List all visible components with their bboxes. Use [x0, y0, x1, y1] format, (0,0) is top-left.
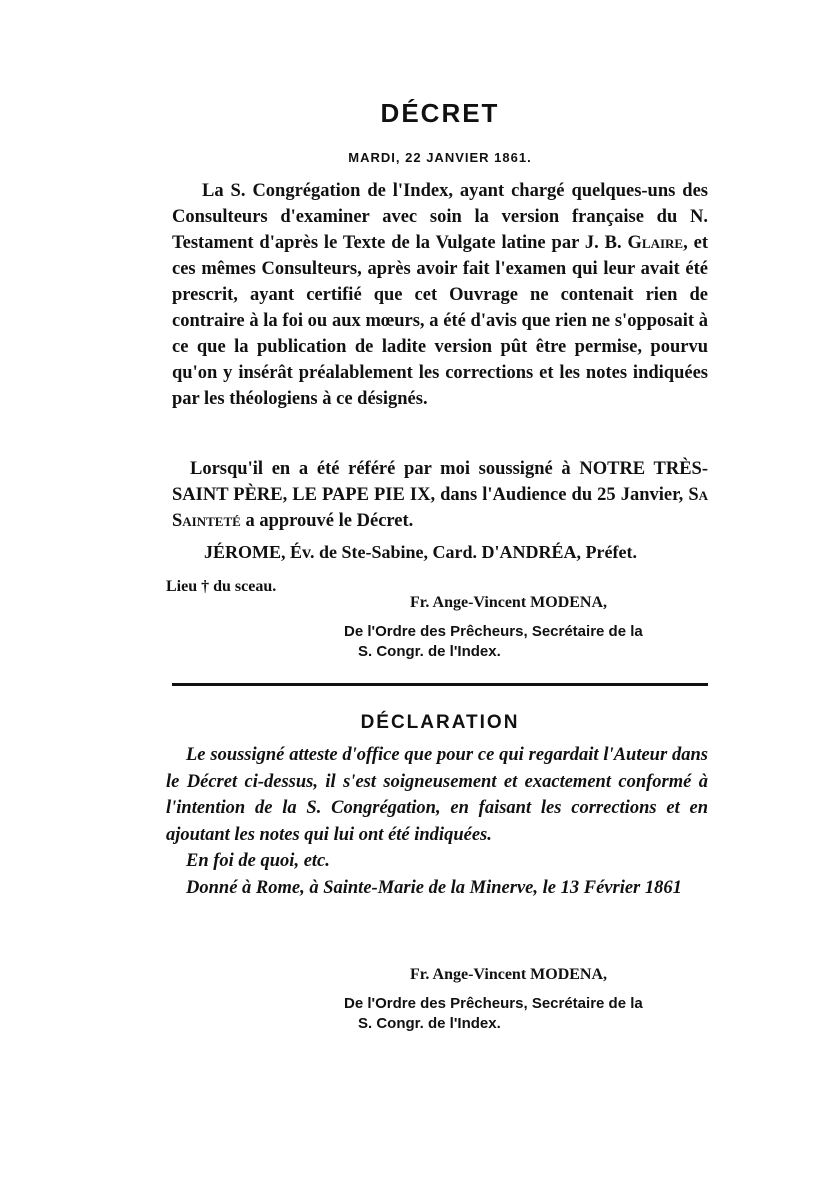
prefect-signature: JÉROME, Év. de Ste-Sabine, Card. D'ANDRÉA, Préfet. [204, 542, 637, 562]
section-divider [172, 683, 708, 686]
signatory-2-affiliation-line1: De l'Ordre des Prêcheurs, Secrétaire de la [344, 995, 643, 1012]
signatory-2-affiliation [344, 994, 709, 1034]
declaration-title: DÉCLARATION [360, 712, 520, 733]
declaration-paragraph: Le soussigné atteste d'office que pour ce qui regardait l'Auteur dans le Décret ci-dessus, il s'est soigneusement et exactement conformé à l'intention de la S. Congrégation, en faisant les corrections et en ajoutant les notes qui lui ont été indiquées. [166, 745, 708, 845]
decree-paragraph-1-cont: , et ces mêmes Consulteurs, après avoir fait l'examen qui leur avait été prescrit, ayant certifié que cet Ouvrage ne contenait rien de contraire à la foi ou aux mœurs, a été d'avis que rien ne s'opposait à ce que la publication de ladite version pût être permise, pourvu qu'on y insérât préalablement les corrections et les notes indiquées par les théologiens à ce désignés. [172, 233, 709, 409]
decree-title: DÉCRET [380, 98, 500, 128]
decree-paragraph-1-text: La S. Congrégation de l'Index, ayant chargé quelques-uns des Consulteurs d'examiner avec soin la version française du N. Testament d'après le Texte de la Vulgate latine par J. B. [172, 181, 708, 253]
decree-paragraph-1 [172, 178, 708, 412]
sa-saintete: Sa Sainteté [172, 485, 708, 531]
seal-note: Lieu † du sceau. [166, 578, 277, 595]
declaration-closing: En foi de quoi, etc. [186, 851, 330, 871]
signatory-1-name: Fr. Ange-Vincent MODENA, [410, 594, 608, 611]
decree-date: MARDI, 22 JANVIER 1861. [348, 150, 532, 165]
declaration-place-date: Donné à Rome, à Sainte-Marie de la Minerve, le 13 Février 1861 [186, 877, 682, 898]
decree-paragraph-2-end: a approuvé le Décret. [245, 511, 414, 531]
declaration-body [166, 742, 708, 901]
signatory-1-affiliation [344, 622, 709, 662]
signatory-2-affiliation-line2: S. Congr. de l'Index. [358, 1015, 501, 1032]
author-name: Glaire [627, 233, 684, 253]
signatory-1-affiliation-line2: S. Congr. de l'Index. [358, 643, 501, 660]
decree-paragraph-2-text: Lorsqu'il en a été référé par moi soussigné à NOTRE TRÈS-SAINT PÈRE, LE PAPE PIE IX, dans l'Audience du 25 Janvier, [172, 459, 708, 505]
decree-paragraph-2 [172, 456, 708, 534]
signatory-2-name: Fr. Ange-Vincent MODENA, [410, 966, 608, 983]
signatory-1-affiliation-line1: De l'Ordre des Prêcheurs, Secrétaire de la [344, 623, 643, 640]
